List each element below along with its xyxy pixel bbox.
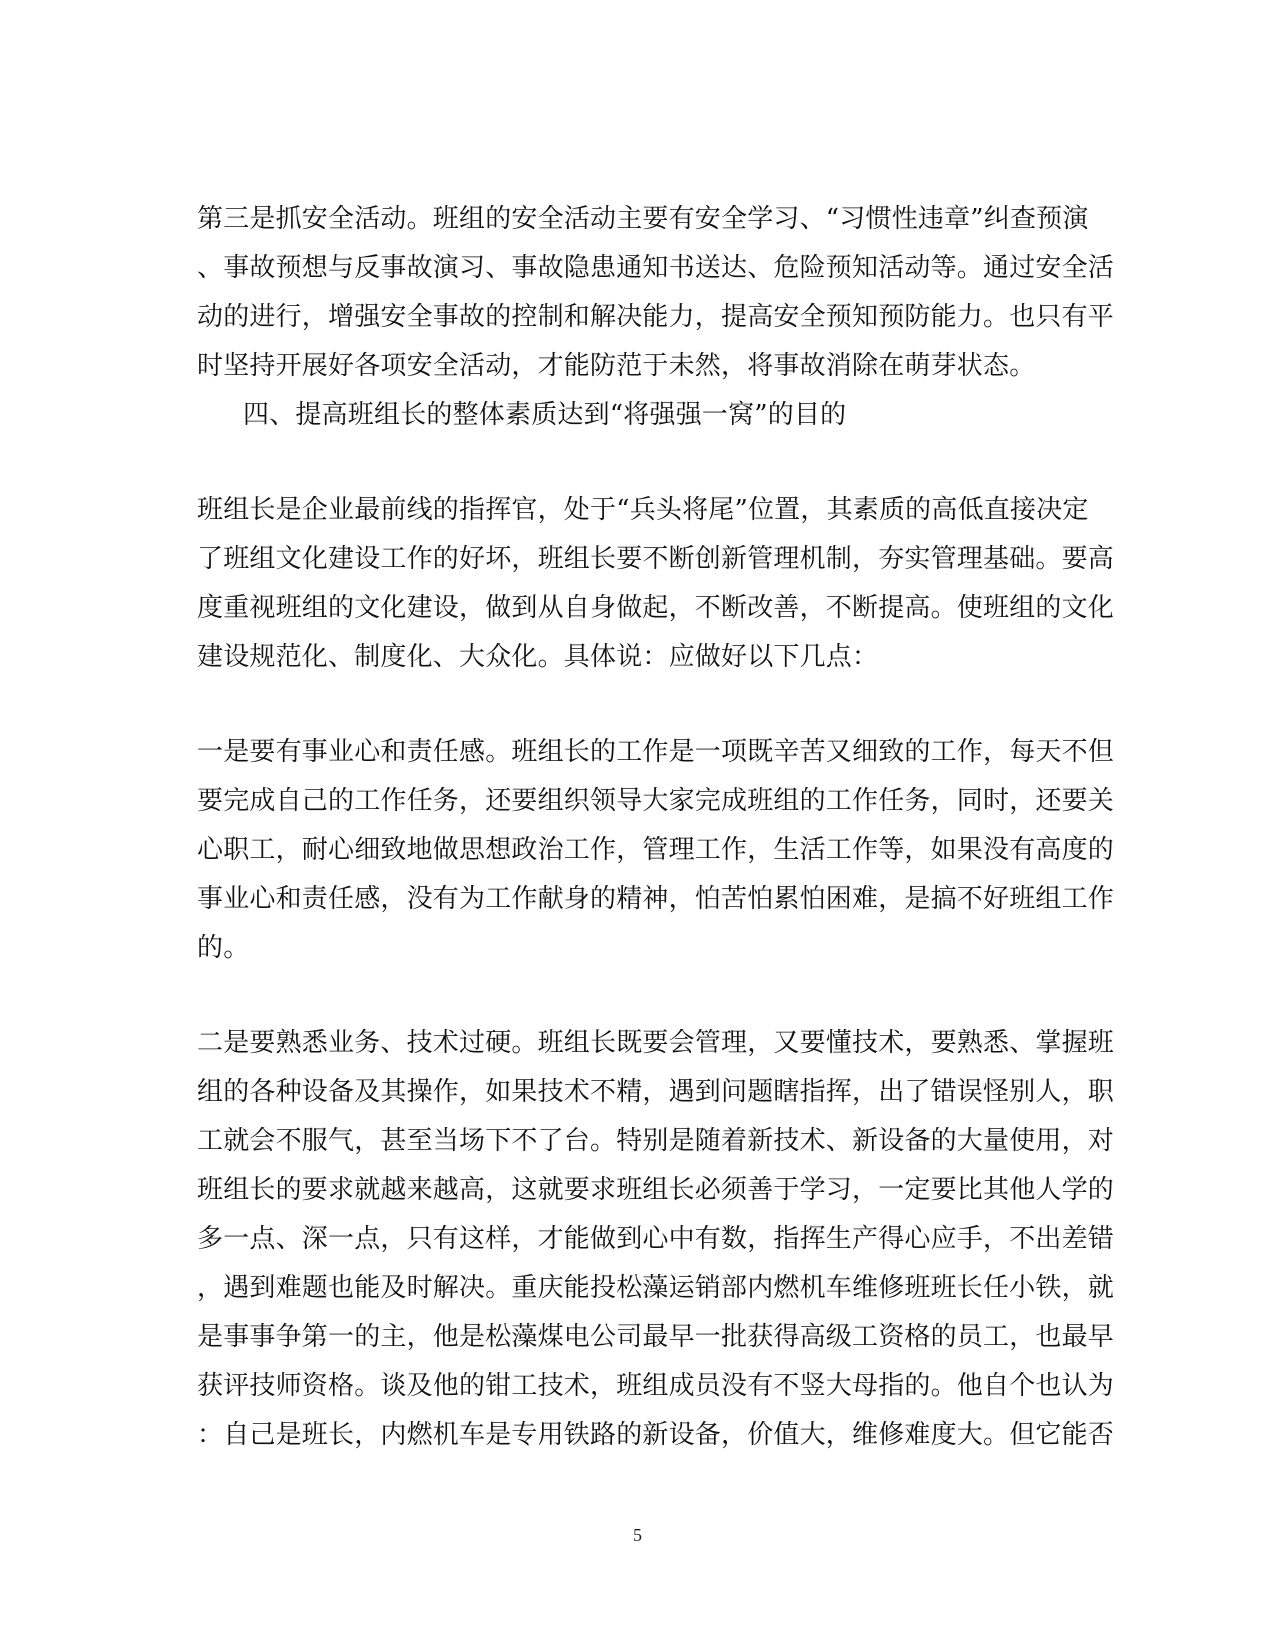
text-line: 是事事争第一的主，他是松藻煤电公司最早一批获得高级工资格的员工，也最早 xyxy=(197,1322,1115,1352)
text-line: 动的进行，增强安全事故的控制和解决能力，提高安全预知预防能力。也只有平 xyxy=(197,302,1115,332)
page-number: 5 xyxy=(633,1525,642,1545)
text-line: 获评技师资格。谈及他的钳工技术，班组成员没有不竖大母指的。他自个也认为 xyxy=(197,1371,1115,1401)
text-line: 事业心和责任感，没有为工作献身的精神，怕苦怕累怕困难，是搞不好班组工作 xyxy=(197,884,1115,914)
text-line: ：自己是班长，内燃机车是专用铁路的新设备，价值大，维修难度大。但它能否 xyxy=(197,1420,1115,1450)
text-line: ，遇到难题也能及时解决。重庆能投松藻运销部内燃机车维修班班长任小铁，就 xyxy=(197,1273,1115,1303)
text-line: 班组长是企业最前线的指挥官，处于“兵头将尾”位置，其素质的高低直接决定 xyxy=(197,495,1089,525)
text-line: 了班组文化建设工作的好坏，班组长要不断创新管理机制，夯实管理基础。要高 xyxy=(197,544,1115,574)
text-line: 第三是抓安全活动。班组的安全活动主要有安全学习、“习惯性违章”纠查预演 xyxy=(197,204,1089,234)
text-line: 度重视班组的文化建设，做到从自身做起，不断改善，不断提高。使班组的文化 xyxy=(197,593,1115,623)
text-line: 多一点、深一点，只有这样，才能做到心中有数，指挥生产得心应手，不出差错 xyxy=(197,1224,1115,1254)
text-line: 建设规范化、制度化、大众化。具体说：应做好以下几点： xyxy=(197,642,879,672)
section-heading: 四、提高班组长的整体素质达到“将强强一窝”的目的 xyxy=(243,400,847,430)
text-line: 、事故预想与反事故演习、事故隐患通知书送达、危险预知活动等。通过安全活 xyxy=(197,253,1115,283)
text-line: 二是要熟悉业务、技术过硬。班组长既要会管理，又要懂技术，要熟悉、掌握班 xyxy=(197,1028,1115,1058)
text-line: 组的各种设备及其操作，如果技术不精，遇到问题瞎指挥，出了错误怪别人，职 xyxy=(197,1077,1115,1107)
text-line: 一是要有事业心和责任感。班组长的工作是一项既辛苦又细致的工作，每天不但 xyxy=(197,737,1115,767)
text-line: 要完成自己的工作任务，还要组织领导大家完成班组的工作任务，同时，还要关 xyxy=(197,786,1115,816)
text-line: 的。 xyxy=(197,933,250,963)
text-line: 工就会不服气，甚至当场下不了台。特别是随着新技术、新设备的大量使用，对 xyxy=(197,1126,1115,1156)
text-line: 心职工，耐心细致地做思想政治工作，管理工作，生活工作等，如果没有高度的 xyxy=(197,835,1115,865)
text-line: 时坚持开展好各项安全活动，才能防范于未然，将事故消除在萌芽状态。 xyxy=(197,351,1036,381)
text-line: 班组长的要求就越来越高，这就要求班组长必须善于学习，一定要比其他人学的 xyxy=(197,1175,1115,1205)
